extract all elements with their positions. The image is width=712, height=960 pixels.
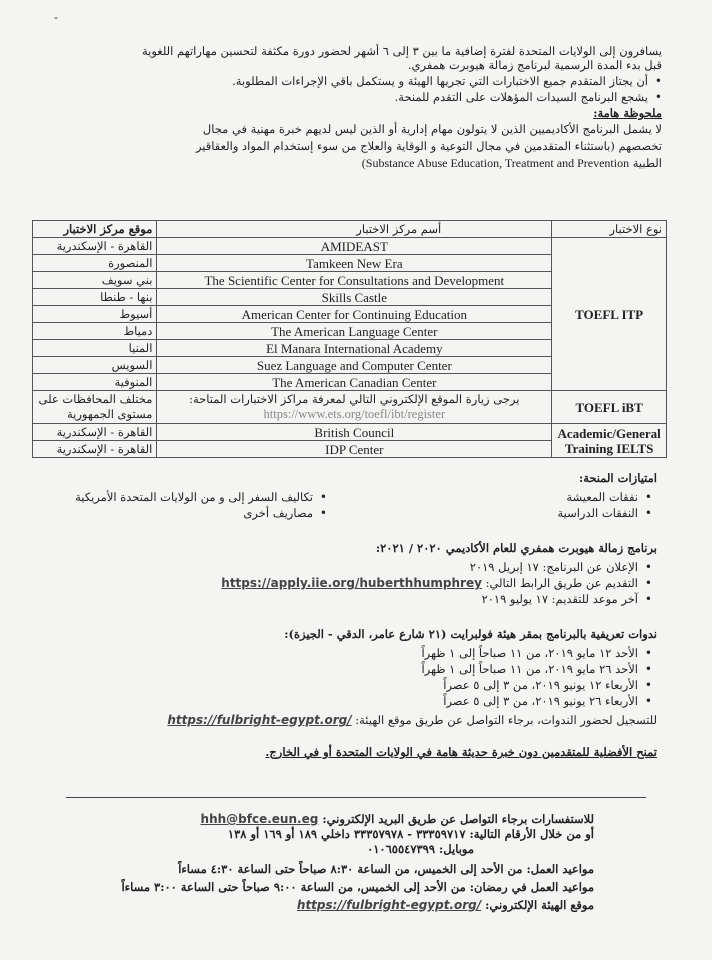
contact-website-label: موقع الهيئة الإلكتروني:: [485, 898, 594, 912]
type-ielts: [552, 424, 667, 458]
header-type: نوع الاختبار: [552, 221, 667, 238]
sessions-list: [421, 645, 652, 709]
row-center: AMIDEAST: [157, 238, 552, 255]
row-center: Suez Language and Computer Center: [157, 357, 552, 374]
intro-line-2: قبل بدء المدة الرسمية لبرنامج زمالة هيوبرت همفري.: [407, 58, 662, 72]
corner-mark: -: [54, 10, 58, 24]
benefit-living: • نفقات المعيشة: [557, 489, 652, 505]
intro-bullet-1: • أن يجتاز المتقدم جميع الاختبارات التي تجريها الهيئة و يستكمل باقي الإجراءات المطلوبة.: [42, 73, 662, 89]
row-location: بني سويف: [33, 272, 157, 289]
row-center: The American Canadian Center: [157, 374, 552, 391]
benefits-left-list: [75, 489, 327, 521]
note-line-1: لا يشمل البرنامج الأكاديميين الذين لا يتولون مهام إدارية أو الذين ليس لديهم خبرة مهنية في مجال: [202, 122, 662, 136]
row-location: المنصورة: [33, 255, 157, 272]
table-row: [33, 238, 667, 255]
row-location: القاهرة - الإسكندرية: [33, 441, 157, 458]
ibt-location: [33, 391, 157, 424]
apply-link[interactable]: https://apply.iie.org/huberthhumphrey: [221, 576, 482, 590]
header-location: موقع مركز الاختبار: [33, 221, 157, 238]
contact-mobile: موبايل: ٠١٠٦٥٥٤٧٣٩٩: [367, 842, 474, 856]
row-center: Skills Castle: [157, 289, 552, 306]
intro-bullet-2: • يشجع البرنامج السيدات المؤهلات على التقدم للمنحة.: [42, 89, 662, 105]
ibt-url-link[interactable]: https://www.ets.org/toefl/ibt/register: [263, 407, 446, 421]
benefit-travel: • تكاليف السفر إلى و من الولايات المتحدة الأمريكية: [75, 489, 327, 505]
row-center: The Scientific Center for Consultations and Development: [157, 272, 552, 289]
table-row-ibt: [33, 391, 667, 424]
sessions-register: [167, 713, 657, 727]
contact-phones: أو من خلال الأرقام التالية: ٣٣٣٥٩٧١٧ - ٣٣٣٥٧٩٧٨ داخلي ١٨٩ أو ١٦٩ أو ١٣٨: [227, 827, 594, 841]
intro-line-1: يسافرون إلى الولايات المتحدة لفترة إضافية ما بين ٣ إلى ٦ أشهر لحضور دورة مكثفة لتحسين مهاراتهم اللغوية: [142, 44, 662, 58]
type-toefl-itp: TOEFL ITP: [552, 238, 667, 391]
row-location: بنها - طنطا: [33, 289, 157, 306]
row-center: The American Language Center: [157, 323, 552, 340]
program-deadline: • آخر موعد للتقديم: ١٧ يوليو ٢٠١٩: [221, 591, 652, 607]
type-toefl-ibt: TOEFL iBT: [552, 391, 667, 424]
priority-note: تمنح الأفضلية للمتقدمين دون خبرة حديثة هامة في الولايات المتحدة أو في الخارج.: [265, 745, 657, 759]
note-line-3-ar: الطبية: [632, 156, 662, 170]
row-center: El Manara International Academy: [157, 340, 552, 357]
ibt-location-line-2: مستوى الجمهورية: [66, 407, 153, 421]
program-list: [221, 559, 652, 607]
ielts-type-line-1: Academic/General: [557, 425, 661, 441]
note-line-2: تخصصهم (باستثناء المتقدمين في مجال التوعية و الوقاية والعلاج من سوء إستخدام المواد والعقاقير: [195, 139, 662, 153]
session-item: • الأربعاء ٢٦ يونيو ٢٠١٩، من ٣ إلى ٥ عصراً: [421, 693, 652, 709]
benefits-right-list: [557, 489, 652, 521]
session-item: • الأحد ١٢ مايو ٢٠١٩، من ١١ صباحاً إلى ١ ظهراً: [421, 645, 652, 661]
session-item: • الأربعاء ١٢ يونيو ٢٠١٩، من ٣ إلى ٥ عصراً: [421, 677, 652, 693]
divider: [66, 797, 646, 798]
contact-ramadan: مواعيد العمل في رمضان: من الأحد إلى الخميس، من الساعة ٩:٠٠ صباحاً حتى الساعة ٣:٠٠ مساءاً: [121, 880, 594, 894]
row-location: القاهرة - الإسكندرية: [33, 424, 157, 441]
program-apply-label: التقديم عن طريق الرابط التالي:: [485, 576, 638, 590]
table-row: [33, 424, 667, 441]
ibt-center: [157, 391, 552, 424]
sessions-register-label: للتسجيل لحضور الندوات، برجاء التواصل عن طريق موقع الهيئة:: [355, 713, 657, 727]
benefit-other: • مصاريف أخرى: [75, 505, 327, 521]
benefits-title: امتيازات المنحة:: [578, 471, 657, 485]
contact-website-line: [34, 898, 594, 912]
contact-hours: مواعيد العمل: من الأحد إلى الخميس، من الساعة ٨:٣٠ صباحاً حتى الساعة ٤:٣٠ مساءاً: [178, 862, 594, 876]
program-apply: [221, 575, 652, 591]
row-location: السويس: [33, 357, 157, 374]
test-centers-table: [32, 220, 667, 458]
row-center: IDP Center: [157, 441, 552, 458]
row-location: القاهرة - الإسكندرية: [33, 238, 157, 255]
note-title: ملحوظة هامة:: [593, 106, 662, 120]
ibt-location-line-1: مختلف المحافظات على: [38, 392, 153, 406]
contact-section: [34, 812, 594, 912]
intro-bullets: [42, 73, 662, 105]
row-location: المنيا: [33, 340, 157, 357]
contact-email-line: [34, 812, 594, 826]
note-line-3: [42, 156, 662, 170]
session-item: • الأحد ٢٦ مايو ٢٠١٩، من ١١ صباحاً إلى ١ ظهراً: [421, 661, 652, 677]
row-location: المنوفية: [33, 374, 157, 391]
table-header-row: [33, 221, 667, 238]
ibt-text: يرجى زيارة الموقع الإلكتروني التالي لمعرفة مراكز الاختبارات المتاحة:: [189, 392, 520, 406]
row-location: أسيوط: [33, 306, 157, 323]
row-center: Tamkeen New Era: [157, 255, 552, 272]
program-announce: • الإعلان عن البرنامج: ١٧ إبريل ٢٠١٩: [221, 559, 652, 575]
website-link[interactable]: https://fulbright-egypt.org/: [296, 898, 482, 912]
contact-email-label: للاستفسارات برجاء التواصل عن طريق البريد الإلكتروني:: [322, 812, 594, 826]
header-center: أسم مركز الاختبار: [157, 221, 552, 238]
note-line-3-en: (Substance Abuse Education, Treatment and Prevention: [361, 156, 630, 170]
email-link[interactable]: hhh@bfce.eun.eg: [200, 812, 319, 826]
intro-section: [42, 44, 662, 170]
program-title: برنامج زمالة هيوبرت همفري للعام الأكاديمي ٢٠٢٠ / ٢٠٢١:: [375, 541, 657, 555]
register-link[interactable]: https://fulbright-egypt.org/: [167, 713, 352, 727]
row-center: British Council: [157, 424, 552, 441]
row-center: American Center for Continuing Education: [157, 306, 552, 323]
sessions-title: ندوات تعريفية بالبرنامج بمقر هيئة فولبرايت (٢١ شارع عامر، الدقي - الجيزة):: [284, 627, 657, 641]
benefit-tuition: • النفقات الدراسية: [557, 505, 652, 521]
row-location: دمياط: [33, 323, 157, 340]
ielts-type-line-2: Training IELTS: [564, 440, 654, 456]
